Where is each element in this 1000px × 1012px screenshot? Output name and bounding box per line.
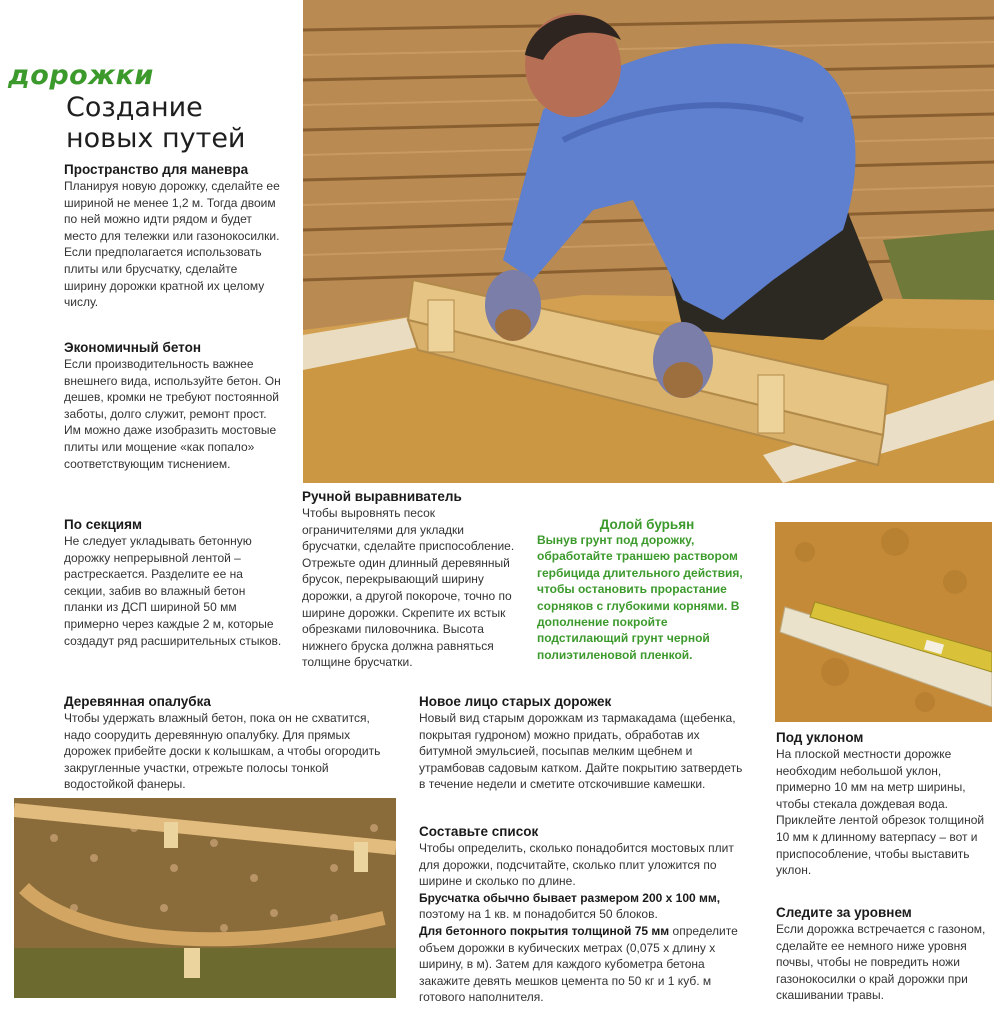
list-body: Чтобы определить, сколько понадобится мостовых плит для дорожки, подсчитайте, сколько плит уложится по ширине и сколько по длине. <box>419 841 734 889</box>
space-heading: Пространство для маневра <box>64 162 249 177</box>
space-block <box>64 162 282 311</box>
slope-body: На плоской местности дорожке необходим небольшой уклон, примерно 10 мм на метр ширины, чтобы стекала дождевая вода. Приклейте лентой обрезок толщиной 10 мм к длинному ватерпасу – вот и приспособление, чтобы выставить уклон. <box>776 747 985 878</box>
newface-block <box>419 694 749 793</box>
sections-heading: По секциям <box>64 517 142 532</box>
photo-formwork <box>14 798 396 998</box>
leveler-body: Чтобы выровнять песок ограничителями для укладки брусчатки, сделайте приспособление. Отрежьте один длинный деревянный брусок, перекрывающий ширину дорожки, а другой покороче, точно по ширине дорожки. Скрепите их встык обрезками пиловочника. Высота нижнего бруска должна равняться толщине брусчатки. <box>302 506 515 670</box>
photo-spirit-level <box>775 522 992 722</box>
newface-body: Новый вид старым дорожкам из тармакадама (щебенка, покрытая гудроном) можно придать, обработав их битумной эмульсией, посыпав мелким щебнем и утрамбовав садовым катком. Дайте покрытию затвердеть в течение недели и сметите отскочившие камешки. <box>419 711 743 792</box>
slope-heading: Под уклоном <box>776 730 864 745</box>
space-body: Планируя новую дорожку, сделайте ее шириной не менее 1,2 м. Тогда двоим по ней можно идти рядом и будет место для тележки или газонокосилки. Если предполагается использовать плиты или брусчатку, сделайте ширину дорожки кратной их целому числу. <box>64 179 280 310</box>
weeds-block <box>537 517 757 663</box>
list-heading: Составьте список <box>419 824 539 839</box>
sections-block <box>64 517 282 649</box>
section-tag: дорожки <box>8 60 154 91</box>
list-concrete-bold: Для бетонного покрытия толщиной 75 мм <box>419 923 670 938</box>
list-paving-bold: Брусчатка обычно бывает размером 200 х 100 мм, <box>419 890 721 905</box>
formwork-block <box>64 694 394 793</box>
weeds-heading: Долой бурьян <box>599 517 695 532</box>
formwork-heading: Деревянная опалубка <box>64 694 211 709</box>
formwork-body: Чтобы удержать влажный бетон, пока он не схватится, надо соорудить деревянную опалубку. Для прямых дорожек прибейте доски к колышкам, а чтобы огородить закругленные участки, отрежьте полосы тонкой водостойкой фанеры. <box>64 711 381 792</box>
leveler-heading: Ручной выравниватель <box>302 489 462 504</box>
photo-leveling <box>303 0 994 483</box>
list-paving-rest: поэтому на 1 кв. м понадобится 50 блоков. <box>419 907 658 922</box>
leveler-block <box>302 489 524 671</box>
list-concrete-rest: определите объем дорожки в кубических метрах (0,075 х длину х ширину, в м). Затем для каждого кубометра бетона закажите девять мешков цемента по 50 кг и 1 куб. м готового наполнителя. <box>419 923 738 1005</box>
list-paving <box>419 890 749 923</box>
slope-block <box>776 730 992 879</box>
title-line-2: новых путей <box>66 123 246 154</box>
level-heading: Следите за уровнем <box>776 905 912 920</box>
concrete-block <box>64 340 282 472</box>
list-concrete <box>419 923 749 1006</box>
newface-heading: Новое лицо старых дорожек <box>419 694 612 709</box>
level-block <box>776 905 992 1004</box>
level-body: Если дорожка встречается с газоном, сделайте ее немного ниже уровня почвы, чтобы не повредить ножи газонокосилки о край дорожки при скашивании травы. <box>776 922 986 1003</box>
concrete-body: Если производительность важнее внешнего вида, используйте бетон. Он дешев, кромки не требуют постоянной заботы, долго служит, ремонт прост. Им можно даже изобразить мостовые плиты или мощение «как попало» соответствующим тиснением. <box>64 357 281 471</box>
title-line-1: Создание <box>66 92 203 123</box>
page-title <box>66 92 245 154</box>
weeds-body: Вынув грунт под дорожку, обработайте траншею раствором гербицида длительного действия, чтобы остановить прорастание сорняков с глубокими корнями. В дополнение покройте подстилающий грунт черной полиэтиленовой пленкой. <box>537 533 743 662</box>
list-block <box>419 824 749 1006</box>
sections-body: Не следует укладывать бетонную дорожку непрерывной лентой – растрескается. Разделите ее на секции, забив во влажный бетон планки из ДСП шириной 50 мм примерно через каждые 2 м, которые создадут ряд расширительных стыков. <box>64 534 282 648</box>
concrete-heading: Экономичный бетон <box>64 340 202 355</box>
